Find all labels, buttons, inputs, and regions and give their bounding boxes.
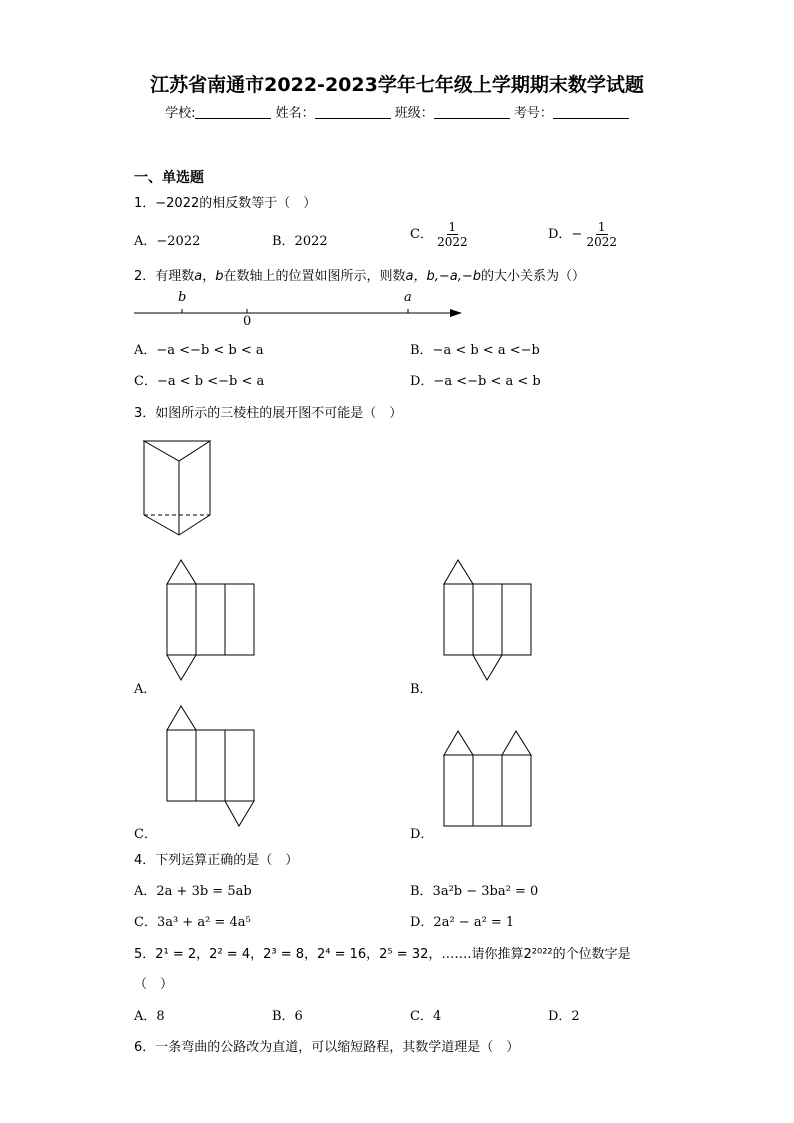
q4-stem: 4．下列运算正确的是（ ） [134, 853, 299, 868]
q2-stem-post: 的大小关系为（） [481, 269, 586, 284]
q2-option-a: A．−a <−b < b < a [134, 343, 264, 358]
separator: ， [202, 269, 216, 284]
var-a: a [194, 269, 203, 284]
q5-stem-paren: （ ） [134, 977, 174, 992]
net-c-figure [167, 706, 254, 826]
axis-arrow-icon [450, 309, 462, 317]
q2-stem-mid: 在数轴上的位置如图所示，则数 [223, 269, 406, 284]
section-heading: 一、单选题 [134, 170, 204, 186]
q1-option-b: B．2022 [272, 234, 328, 249]
q2-stem-pre: 2．有理数 [134, 269, 195, 284]
triangular-prism-figure [144, 441, 210, 535]
name-blank[interactable] [315, 106, 391, 119]
q6-stem: 6．一条弯曲的公路改为直道，可以缩短路程，其数学道理是（ ） [134, 1040, 520, 1055]
q1-option-d-fraction [586, 220, 617, 249]
q3-option-c-label: C． [134, 827, 157, 842]
q4-option-c: C．3a³ + a² = 4a⁵ [134, 915, 251, 930]
var-b: b [215, 269, 224, 284]
axis-label-a: a [404, 290, 412, 305]
q3-option-d-label: D． [410, 827, 434, 842]
q2-option-c: C．−a < b <−b < a [134, 374, 265, 389]
q1-option-c [410, 220, 468, 249]
school-label: 学校: [165, 106, 196, 121]
q5-option-a: A．8 [134, 1009, 165, 1024]
q2-option-b: B．−a < b < a <−b [410, 343, 540, 358]
q1-option-c-fraction [437, 220, 468, 249]
net-d-figure [444, 731, 531, 826]
net-b-figure [444, 560, 531, 680]
fraction-numerator: 1 [597, 220, 606, 234]
q1-option-c-label: C． [410, 227, 433, 242]
q5-option-d: D．2 [548, 1009, 580, 1024]
q3-stem: 3．如图所示的三棱柱的展开图不可能是（ ） [134, 406, 403, 421]
q3-option-a-label: A． [134, 682, 157, 697]
fraction-numerator: 1 [448, 220, 457, 234]
q5-option-c: C．4 [410, 1009, 442, 1024]
q2-stem [134, 265, 585, 284]
axis-label-b: b [178, 290, 187, 305]
q3-option-b-label: B． [410, 682, 433, 697]
student-info-line [0, 102, 794, 121]
q1-stem: 1．−2022的相反数等于（ ） [134, 196, 317, 211]
number-label: 考号： [513, 106, 553, 121]
q5-stem: 5．2¹ = 2，2² = 4，2³ = 8，2⁴ = 16，2⁵ = 32，…….请你推算2²⁰²²的个位数字是 [134, 947, 631, 962]
class-label: 班级： [394, 106, 434, 121]
q1-option-d-label: D．− [548, 227, 583, 242]
name-label: 姓名： [275, 106, 315, 121]
q5-option-b: B．6 [272, 1009, 303, 1024]
net-a-figure [167, 560, 254, 680]
number-blank[interactable] [553, 106, 629, 119]
q4-option-a: A．2a + 3b = 5ab [134, 884, 252, 899]
page-title: 江苏省南通市2022-2023学年七年级上学期期末数学试题 [150, 74, 644, 96]
fraction-denominator: 2022 [586, 235, 618, 249]
var-list: a，b,−a,−b [405, 269, 482, 284]
q1-option-d [548, 220, 617, 249]
q1-option-a: A．−2022 [134, 234, 201, 249]
class-blank[interactable] [434, 106, 510, 119]
q2-option-d: D．−a <−b < a < b [410, 374, 541, 389]
fraction-denominator: 2022 [437, 235, 468, 249]
q4-option-d: D．2a² − a² = 1 [410, 915, 515, 930]
school-blank[interactable] [195, 106, 271, 119]
axis-label-zero: 0 [243, 314, 252, 329]
q4-option-b: B．3a²b − 3ba² = 0 [410, 884, 539, 899]
